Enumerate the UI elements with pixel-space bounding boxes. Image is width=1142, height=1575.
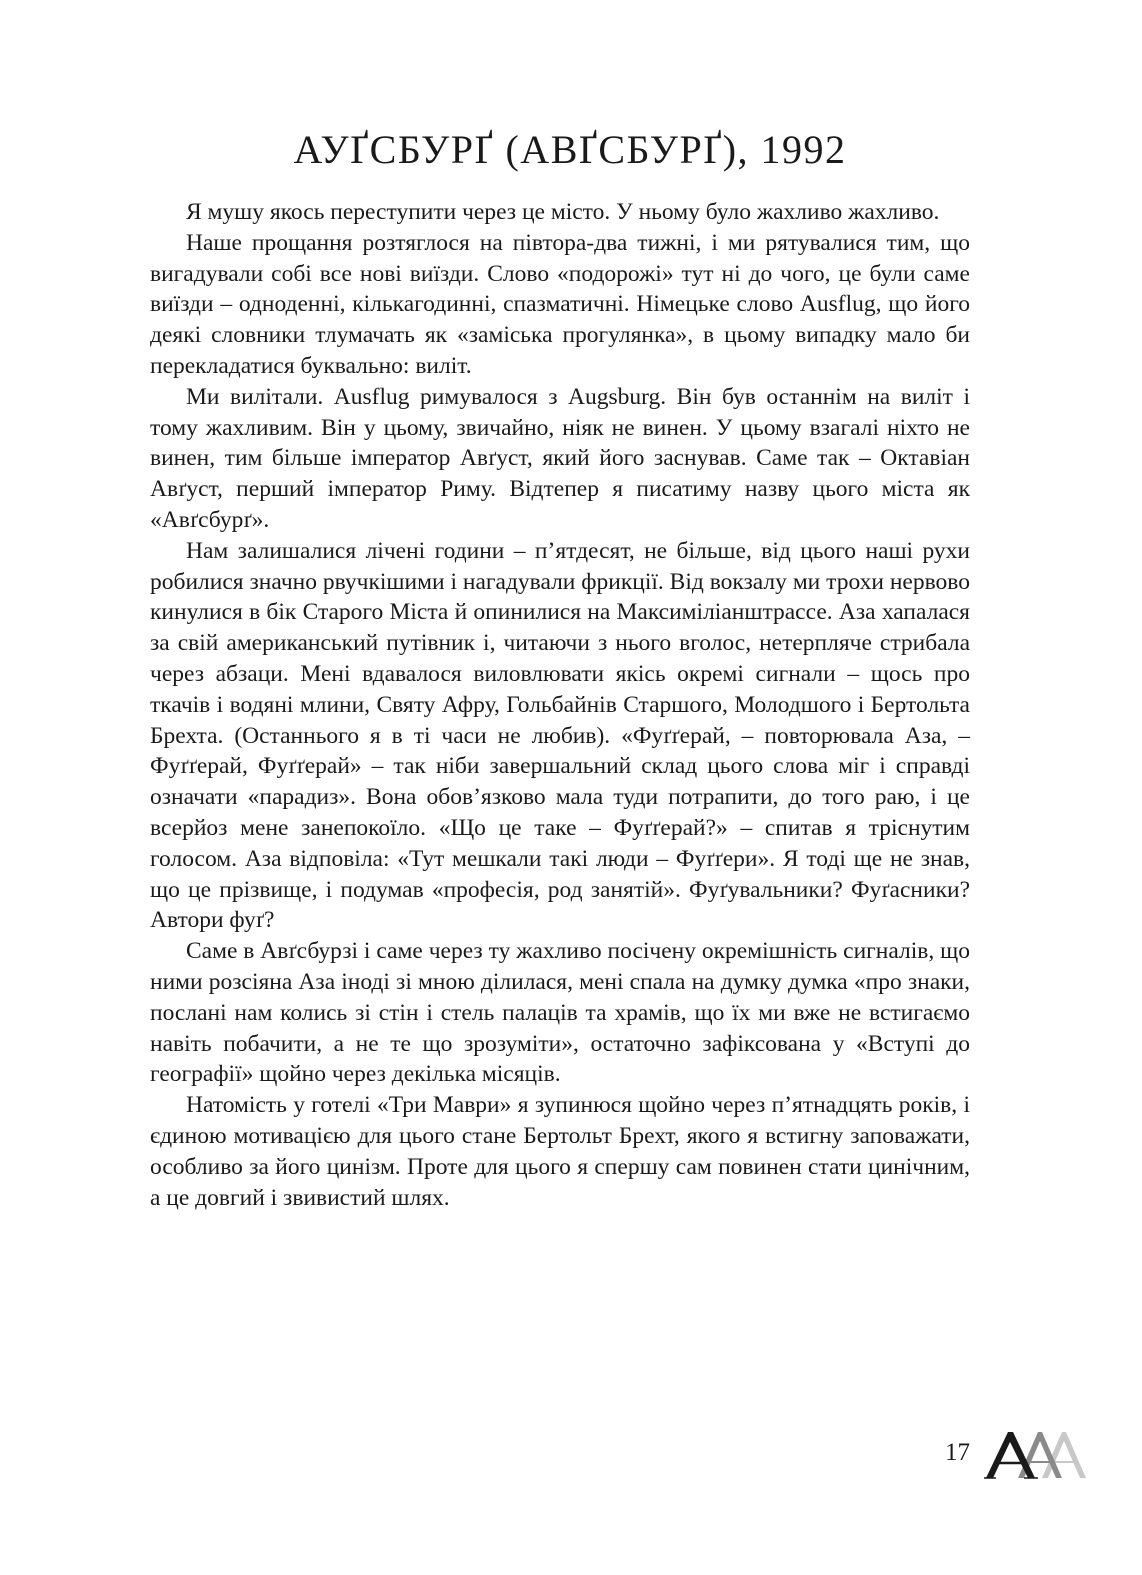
paragraph: Натомість у готелі «Три Маври» я зупинюся щойно через п’ятнадцять років, і єдиною мотивацією для цього стане Бертольт Брехт, якого я встигну заповажати, особливо за його цинізм. Проте для цього я спершу сам повинен стати цинічним, а це довгий і звивистий шлях. <box>150 1092 970 1211</box>
paragraph: Нам залишалися лічені години – п’ятдесят, не більше, від цього наші рухи робилися значно рвучкішими і нагадували фрикції. Від вокзалу ми трохи нервово кинулися в бік Старого Міста й опинилися на Максиміліанштрассе. Аза хапалася за свій американський путівник і, читаючи з нього вголос, нетерпляче стрибала через абзаци. Мені вдавалося виловлювати якісь окремі сигнали – щось про ткачів і водяні млини, Святу Афру, Гольбайнів Старшого, Молодшого і Бертольта Брехта. (Останнього я в ті часи не любив). «Фуґґерай, – повторювала Аза, – Фуґґерай, Фуґґерай» – так ніби завершальний склад цього слова міг і справді означати «парадиз». Вона обов’язково мала туди потрапити, до того раю, і це всерйоз мене занепокоїло. «Що це таке – Фуґґерай?» – спитав я тріснутим голосом. Аза відповіла: «Тут мешкали такі люди – Фуґґери». Я тоді ще не знав, що це прізвище, і подумав «професія, род занятій». Фуґувальники? Фуґасники? Автори фуґ? <box>150 537 970 934</box>
paragraph: Саме в Авґсбурзі і саме через ту жахливо посічену окремішність сигналів, що ними розсіяна Аза іноді зі мною ділилася, мені спала на думку думка «про знаки, послані нам колись зі стін і стель палаців та храмів, що їх ми вже не встигаємо навіть побачити, а не те що зрозуміти», остаточно зафіксована у «Вступі до географії» щойно через декілька місяців. <box>150 938 970 1088</box>
chapter-title: АУҐСБУРҐ (АВҐСБУРҐ), 1992 <box>293 127 847 172</box>
page-footer <box>940 1430 1100 1480</box>
paragraph: Наше прощання розтяглося на півтора-два тижні, і ми рятувалися тим, що вигадували собі все нові виїзди. Слово «подорожі» тут ні до чого, це були саме виїзди – одноденні, кількагодинні, спазматичні. Німецьке слово Ausflug, що його деякі словники тлумачать як «заміська прогулянка», в цьому випадку мало би перекладатися буквально: виліт. <box>150 229 970 379</box>
paragraph: Ми вилітали. Ausflug римувалося з Augsburg. Він був останнім на виліт і тому жахливим. Він у цьому, звичайно, ніяк не винен. У цьому взагалі ніхто не винен, тим більше імператор Авґуст, який його заснував. Саме так – Октавіан Авґуст, перший імператор Риму. Відтепер я писатиму назву цього міста як «Авґсбурґ». <box>150 383 970 533</box>
publisher-triple-a-icon <box>982 1430 1092 1480</box>
page-number: 17 <box>945 1439 970 1466</box>
chapter-body <box>150 197 970 1213</box>
paragraph: Я мушу якось переступити через це місто. У ньому було жахливо жахливо. <box>186 199 940 225</box>
